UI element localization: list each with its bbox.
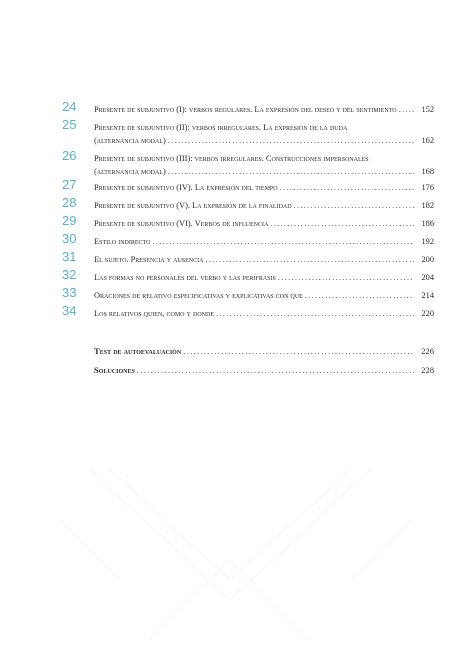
unit-title: Presente de subjuntivo (VI). Verbos de influencia [94,219,269,228]
unit-number: 32 [62,267,77,282]
page-number: 182 [421,201,434,210]
unit-title: Estilo indirecto [94,237,151,246]
page-number: 152 [421,105,434,114]
unit-title: Presente de subjuntivo (V). La expresión de la finalidad [94,201,292,210]
unit-title: Los relativos quien, como y donde [94,309,215,318]
unit-number: 34 [62,303,77,318]
unit-number: 33 [62,285,77,300]
unit-title: Presente de subjuntivo (IV). La expresión del tiempo [94,183,278,192]
page-number: 186 [421,219,434,228]
unit-number: 28 [62,195,77,210]
unit-title: Las formas no personales del verbo y las perífrasis [94,273,276,282]
leader-dots [216,308,414,321]
unit-number: 30 [62,231,77,246]
leader-dots [183,345,414,358]
page-number: 176 [421,183,434,192]
unit-number: 31 [62,249,77,264]
unit-title: Presente de subjuntivo (I): verbos regulares. La expresión del deseo y del sentimiento [94,105,397,114]
leader-dots [278,272,414,285]
page-number: 162 [421,136,434,145]
unit-number: 27 [62,177,77,192]
page-number: 220 [421,309,434,318]
page-number: 228 [421,365,434,375]
page-number: 214 [421,291,434,300]
unit-number: 25 [62,117,77,132]
leader-dots [280,182,414,195]
leader-dots [168,166,414,179]
page-number: 226 [421,346,434,356]
page-number: 168 [421,167,434,176]
leader-dots [294,200,414,213]
unit-title-continued: (alternancia modal) [94,167,166,176]
page-number: 200 [421,255,434,264]
leader-dots [152,236,414,249]
unit-title-continued: (alternancia modal) [94,136,166,145]
unit-title: El sujeto. Presencia y ausencia [94,255,204,264]
unit-number: 29 [62,213,77,228]
leader-dots [205,254,414,267]
unit-number: 24 [62,99,77,114]
page-number: 204 [421,273,434,282]
unit-title: Presente de subjuntivo (II): verbos irregulares. La expresión de la duda [94,123,348,132]
section-title: Test de autoevaluación [94,346,182,356]
unit-title: Presente de subjuntivo (III): verbos irregulares. Construcciones impersonales [94,154,369,163]
leader-dots [168,135,414,148]
page-number: 192 [421,237,434,246]
leader-dots [270,218,414,231]
leader-dots [137,364,414,377]
unit-title: Oraciones de relativo especificativas y explicativas con que [94,291,303,300]
leader-dots [399,104,414,117]
unit-number: 26 [62,148,77,163]
section-title: Soluciones [94,365,135,375]
leader-dots [305,290,414,303]
